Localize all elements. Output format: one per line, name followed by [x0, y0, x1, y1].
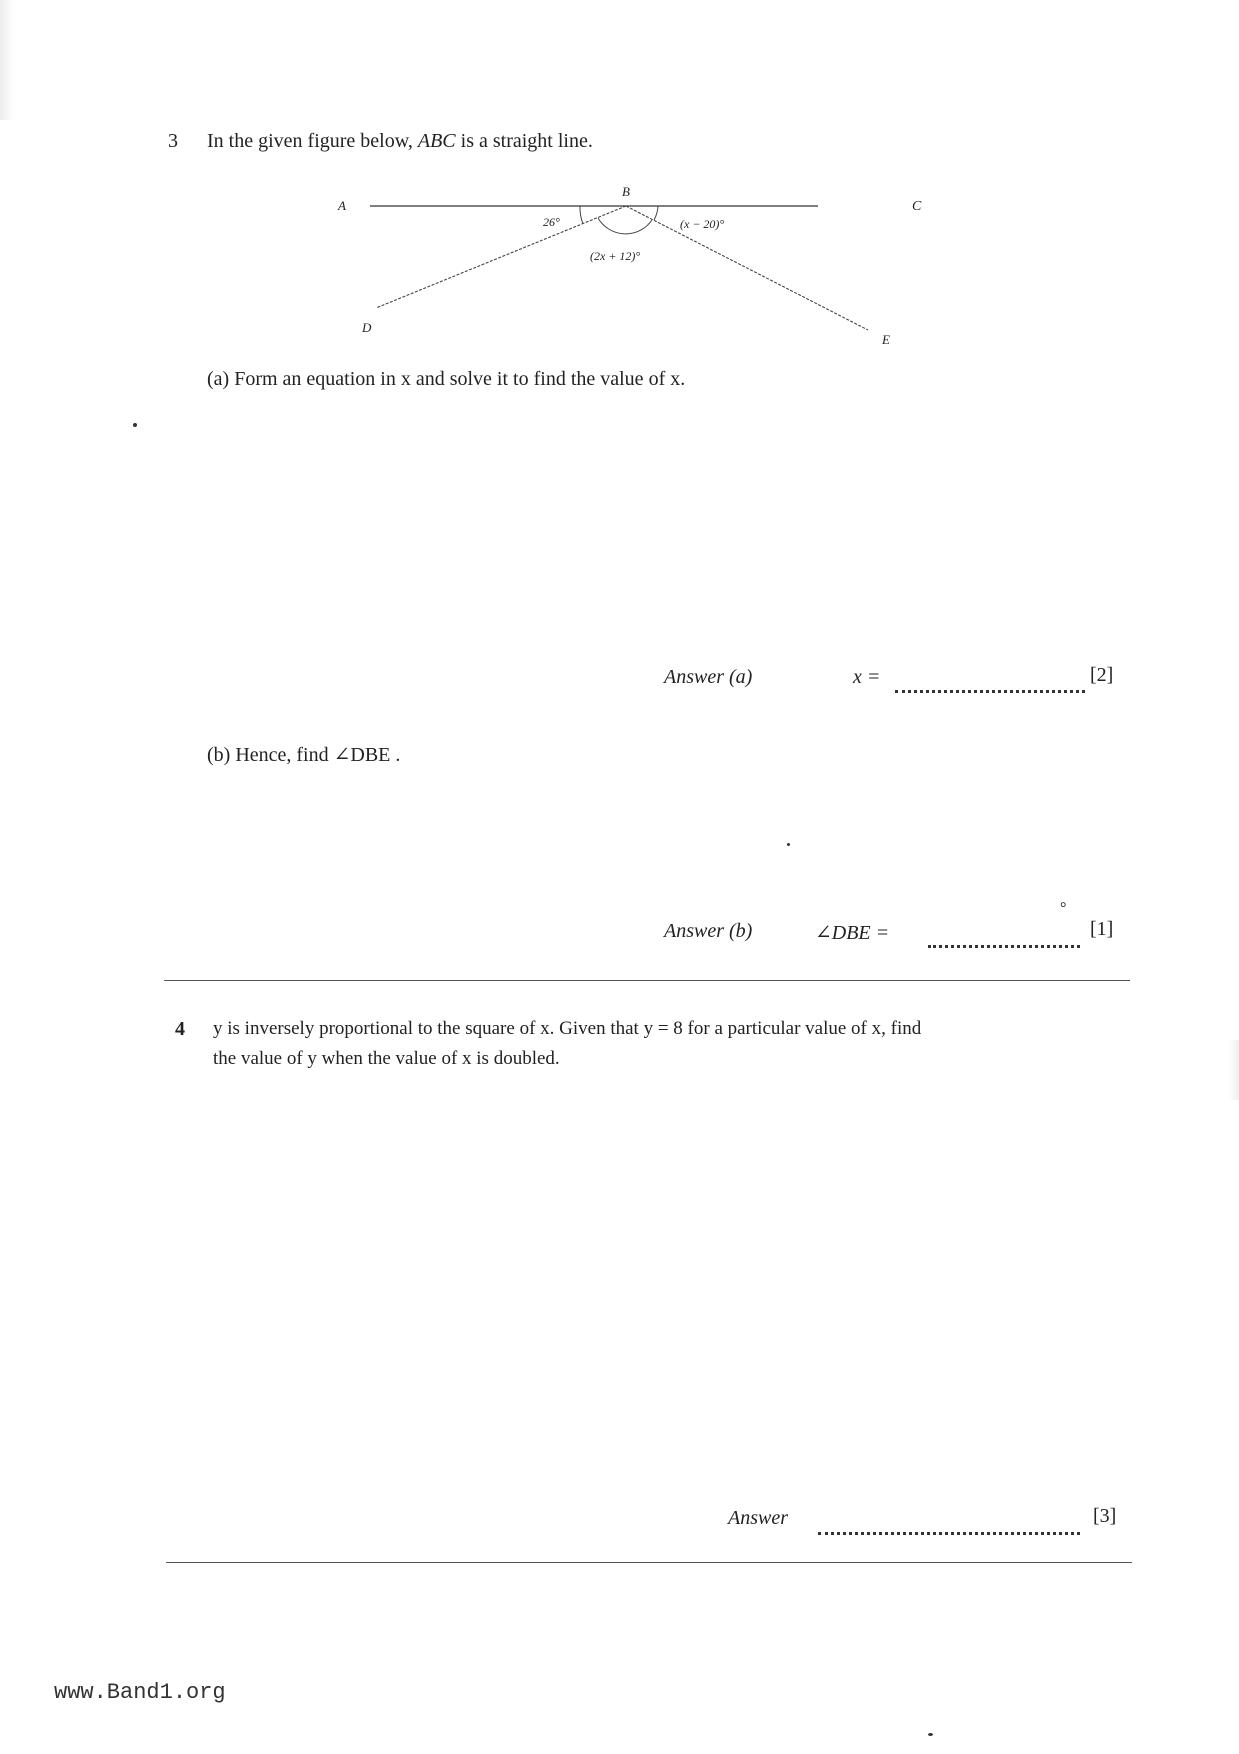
answer-b-label: Answer (b)	[664, 920, 753, 942]
question-3-stem	[207, 130, 593, 153]
footer-website: www.Band1.org	[54, 1680, 226, 1705]
angle-figure-svg	[340, 180, 940, 350]
answer-a-blank[interactable]	[895, 690, 1085, 693]
arc-angle-abd	[580, 206, 583, 224]
question-4-line-2: the value of y when the value of x is doubled.	[213, 1048, 560, 1069]
divider-line-bottom	[166, 1562, 1132, 1563]
answer-b-blank[interactable]	[928, 945, 1080, 948]
point-label-b: B	[622, 184, 630, 199]
point-label-e: E	[882, 332, 890, 347]
question-3-stem-end: is a straight line.	[455, 130, 593, 152]
question-4-number: 4	[175, 1018, 185, 1040]
answer-4-blank[interactable]	[818, 1532, 1080, 1535]
scan-edge-shadow-right	[1229, 1040, 1239, 1100]
line-be	[626, 206, 868, 330]
answer-4-marks: [3]	[1093, 1505, 1117, 1527]
point-label-c: C	[912, 199, 922, 214]
question-3-stem-line-name: ABC	[417, 130, 456, 152]
scan-speck	[928, 1733, 933, 1736]
divider-line	[164, 980, 1130, 981]
scan-edge-shadow	[0, 0, 14, 120]
answer-4-label: Answer	[728, 1507, 788, 1529]
arc-angle-dbe	[598, 218, 652, 234]
answer-a-variable: x =	[853, 666, 881, 688]
angle-figure	[340, 180, 940, 350]
question-4-line-1: y is inversely proportional to the square of x. Given that y = 8 for a particular value of x, find	[213, 1018, 922, 1039]
point-label-d: D	[362, 320, 372, 335]
angle-label-cbe: (x − 20)°	[680, 217, 725, 231]
question-3-stem-start: In the given figure below,	[207, 130, 418, 152]
scan-speck	[787, 843, 790, 846]
answer-b-variable: ∠DBE =	[815, 922, 890, 944]
answer-b-marks: [1]	[1090, 918, 1114, 940]
arc-angle-cbe	[654, 206, 658, 220]
answer-a-marks: [2]	[1090, 664, 1114, 686]
question-3a-text: (a) Form an equation in x and solve it to find the value of x.	[207, 368, 686, 390]
angle-label-dbe: (2x + 12)°	[590, 249, 641, 263]
line-bd	[376, 206, 626, 308]
angle-label-abd: 26°	[543, 215, 560, 229]
question-3-number: 3	[168, 130, 178, 152]
question-3b-text: (b) Hence, find ∠DBE .	[207, 744, 401, 766]
scan-speck	[133, 423, 137, 427]
answer-a-label: Answer (a)	[664, 666, 753, 688]
answer-b-degree: °	[1060, 900, 1067, 917]
point-label-a: A	[338, 198, 346, 213]
